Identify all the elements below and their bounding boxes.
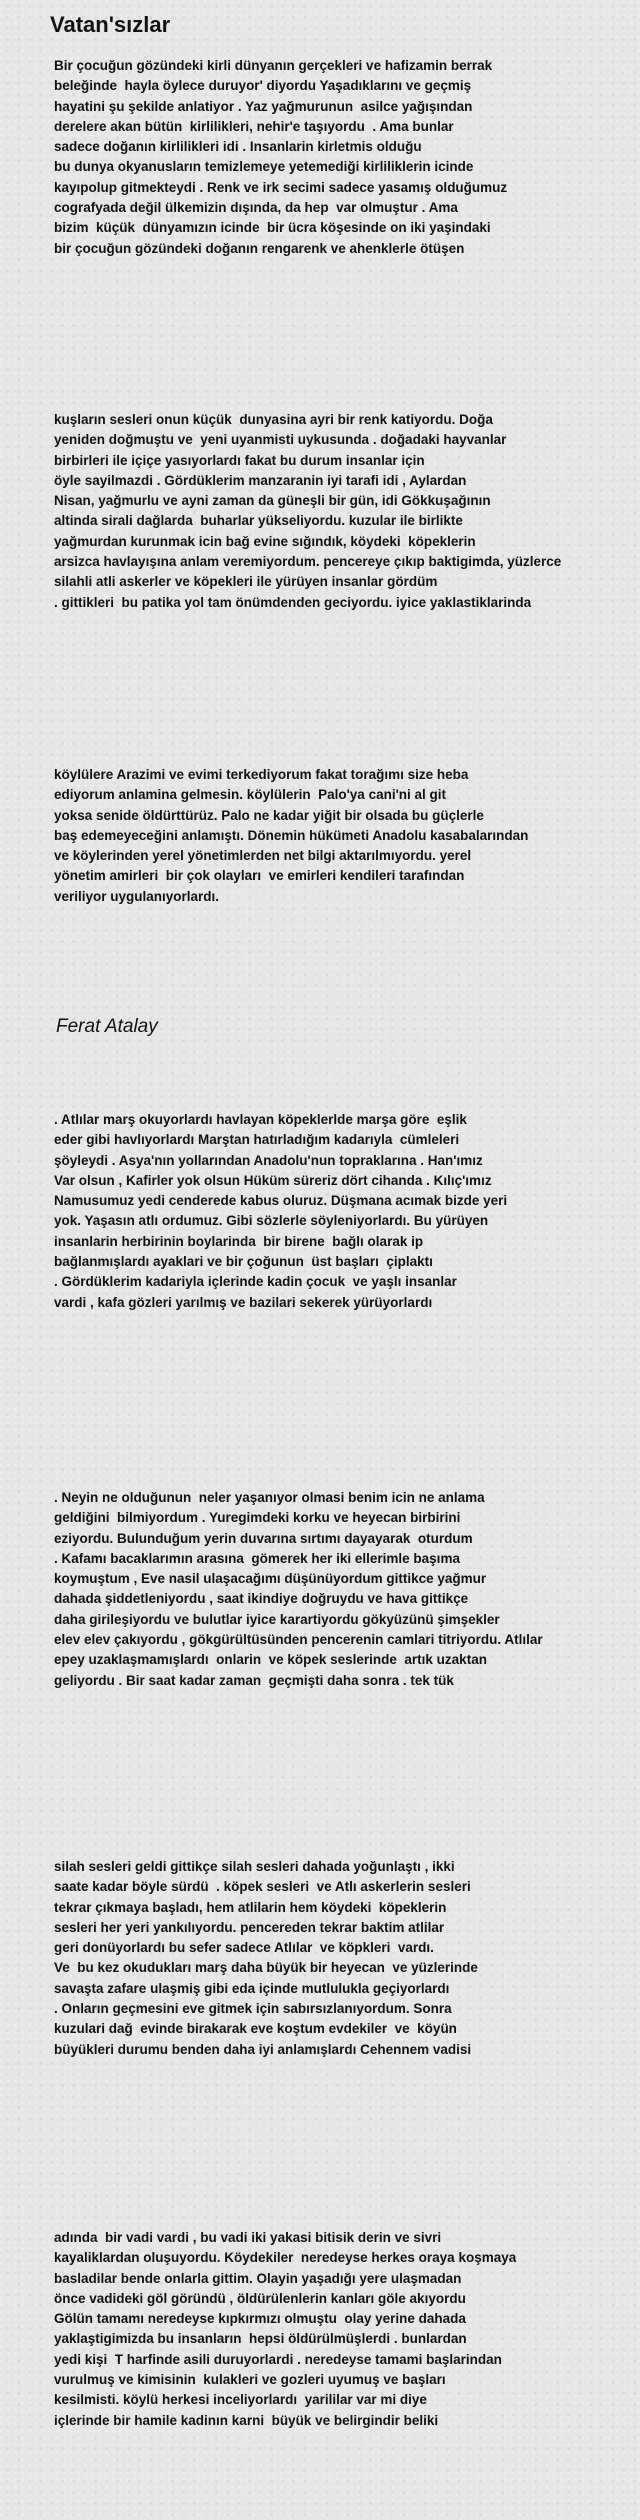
text-line: ve köylerinden yerel yönetimlerden net bilgi aktarılmıyordu. yerel	[54, 848, 472, 864]
text-line: Nisan, yağmurlu ve ayni zaman da güneşli bir gün, idi Gökkuşağının	[54, 493, 491, 509]
text-line: beleğinde hayla öylece duruyor' diyordu Yaşadıklarını ve geçmiş	[54, 78, 472, 94]
text-line: basladilar bende onlarla gittim. Olayin yaşadığı yere ulaşmadan	[54, 2270, 462, 2286]
text-line: sesleri her yeri yankılıyordu. pencereden tekrar baktim atlilar	[54, 1919, 445, 1935]
text-line: . Kafamı bacaklarımın arasına gömerek her iki ellerimle başıma	[54, 1550, 460, 1566]
text-line: . Neyin ne olduğunun neler yaşanıyor olmasi benim icin ne anlama	[54, 1490, 485, 1505]
paragraph-6	[54, 1857, 640, 2060]
text-line: Gölün tamamı neredeyse kıpkırmızı olmuştu olay yerine dahada	[54, 2311, 466, 2327]
text-line: yeniden doğmuştu ve yeni uyanmisti uykusunda . doğadaki hayvanlar	[54, 432, 507, 448]
paragraph-5	[54, 1488, 640, 1691]
text-line: vardi , kafa gözleri yarılmış ve bazilari sekerek yürüyorlardı	[54, 1294, 433, 1310]
text-line: yok. Yaşasın atlı ordumuz. Gibi sözlerle söyleniyorlardı. Bu yürüyen	[54, 1213, 489, 1229]
text-line: bu dunya okyanusların temizlemeye yetemediği kirliliklerin icinde	[54, 159, 474, 175]
text-line: altinda sirali dağlarda buharlar yükseliyordu. kuzular ile birlikte	[54, 513, 463, 529]
text-line: büyükleri durumu benden daha iyi anlamışlardı Cehennem vadisi	[54, 2041, 472, 2057]
text-line: Bir çocuğun gözündeki kirli dünyanın gerçekleri ve hafizamin berrak	[54, 58, 493, 73]
paragraph-1	[54, 56, 640, 259]
text-line: içlerinde bir hamile kadinın karni büyük ve belirgindir beliki	[54, 2412, 439, 2428]
text-line: ediyorum anlamina gelmesin. köylülerin Palo'ya cani'ni al git	[54, 787, 447, 803]
text-line: eder gibi havlıyorlardı Marştan hatırladığım kadarıyla cümleleri	[54, 1132, 460, 1148]
text-line: bizim küçük dünyamızın icinde bir ücra köşesinde on iki yaşindaki	[54, 220, 491, 236]
text-line: eziyordu. Bulunduğum yerin duvarına sırtımı dayayarak oturdum	[54, 1530, 473, 1546]
text-line: kuzulari dağ evinde birakarak eve koştum evdekiler ve köyün	[54, 2021, 457, 2037]
text-line: hayatini şu şekilde anlatiyor . Yaz yağmurunun asilce yağışından	[54, 98, 473, 114]
text-line: bir çocuğun gözündeki doğanın rengarenk ve ahenklerle ötüşen	[54, 240, 465, 256]
text-line: baş edemeyeceğini anlamıştı. Dönemin hükümeti Anadolu kasabalarından	[54, 827, 529, 843]
text-line: saate kadar böyle sürdü . köpek sesleri ve Atlı askerlerin sesleri	[54, 1879, 471, 1895]
text-line: köylülere Arazimi ve evimi terkediyorum fakat torağımı size heba	[54, 767, 469, 782]
paragraph-4	[54, 1110, 640, 1313]
text-line: . gittikleri bu patika yol tam önümdenden geciyordu. iyice yaklastiklarinda	[54, 594, 532, 610]
text-line: Var olsun , Kafirler yok olsun Hüküm süreriz dört cihanda . Kılıç'ımız	[54, 1172, 492, 1188]
text-line: yoksa senide öldürttürüz. Palo ne kadar yiğit bir olsada bu güçlerle	[54, 807, 484, 823]
text-line: önce vadideki göl göründü , öldürülenlerin kanları göle akıyordu	[54, 2290, 466, 2306]
text-line: derelere akan bütün kirlilikleri, nehir'e taşıyordu . Ama bunlar	[54, 118, 454, 134]
text-line: vurulmuş ve kimisinin kulakleri ve gozleri uyumuş ve başları	[54, 2372, 446, 2388]
text-line: geldiğini bilmiyordum . Yuregimdeki korku ve heyecan birbirini	[54, 1510, 461, 1526]
text-line: arsizca havlayışına anlam veremiyordum. pencereye çıkıp baktigimda, yüzlerce	[54, 554, 562, 570]
text-line: bağlanmışlardı ayaklari ve bir çoğunun üst başları çiplaktı	[54, 1254, 433, 1270]
text-line: koymuştum , Eve nasil ulaşacağımı düşünüyordum gittikce yağmur	[54, 1571, 487, 1587]
text-line: silah sesleri geldi gittikçe silah sesleri dahada yoğunlaştı , ikki	[54, 1859, 455, 1874]
text-line: veriliyor uygulanıyorlardı.	[54, 888, 220, 904]
text-line: sadece doğanın kirlilikleri idi . Insanlarin kirletmis olduğu	[54, 139, 422, 155]
text-line: silahli atli askerler ve köpekleri ile yürüyen insanlar gördüm	[54, 574, 438, 590]
text-line: yönetim amirleri bir çok olayları ve emirleri kendileri tarafından	[54, 868, 465, 884]
text-line: elev elev çakıyordu , gökgürültüsünden pencerenin camlari titriyordu. Atlılar	[54, 1632, 543, 1648]
text-line: . Gördüklerim kadariyla içlerinde kadin çocuk ve yaşlı insanlar	[54, 1274, 457, 1290]
text-line: kayaliklardan oluşuyordu. Köydekiler neredeyse herkes oraya koşmaya	[54, 2250, 517, 2266]
text-line: öyle sayilmazdi . Gördüklerim manzaranin iyi tarafi idi , Aylardan	[54, 472, 467, 488]
text-line: daha girileşiyordu ve bulutlar iyice karartiyordu gökyüzünü şimşekler	[54, 1611, 500, 1627]
text-line: geliyordu . Bir saat kadar zaman geçmişti daha sonra . tek tük	[54, 1672, 454, 1688]
text-line: adında bir vadi vardi , bu vadi iki yakasi bitisik derin ve sivri	[54, 2230, 442, 2245]
text-line: . Onların geçmesini eve gitmek için sabırsızlanıyordum. Sonra	[54, 2001, 452, 2017]
text-line: dahada şiddetleniyordu , saat ikindiye doğruydu ve hava gittikçe	[54, 1591, 469, 1607]
text-line: Ve bu kez okudukları marş daha büyük bir heyecan ve yüzlerinde	[54, 1960, 478, 1976]
paragraph-7	[54, 2228, 640, 2431]
paragraph-2	[54, 410, 640, 613]
text-line: insanlarin herbirinin boylarinda bir birene bağlı olarak ip	[54, 1233, 424, 1249]
text-line: kuşların sesleri onun küçük dunyasina ayri bir renk katiyordu. Doğa	[54, 412, 493, 427]
text-line: . Atlılar marş okuyorlardı havlayan köpeklerlde marşa göre eşlik	[54, 1112, 467, 1127]
text-line: yedi kişi T harfinde asili duruyorlardi . neredeyse tamami başlarindan	[54, 2351, 502, 2367]
text-line: geri donüyorlardı bu sefer sadece Atlılar ve köpkleri vardı.	[54, 1940, 434, 1956]
text-line: tekrar çıkmaya başladı, hem atlilarin hem köydeki köpeklerin	[54, 1899, 447, 1915]
text-line: yaklaştigimizda bu insanların hepsi öldürülmüşlerdi . bunlardan	[54, 2331, 467, 2347]
author-name: Ferat Atalay	[56, 1016, 158, 1037]
text-line: epey uzaklaşmamışlardı onlarin ve köpek seslerinde artık uzaktan	[54, 1652, 487, 1668]
paragraph-3	[54, 765, 640, 907]
text-line: cografyada değil ülkemizin dışında, da hep var olmuştur . Ama	[54, 200, 458, 216]
text-line: yağmurdan kurunmak icin bağ evine sığındık, köydeki köpeklerin	[54, 533, 476, 549]
text-line: kesilmisti. köylü herkesi inceliyorlardı yarililar var mi diye	[54, 2392, 427, 2408]
text-line: savaşta zafare ulaşmiş gibi eda içinde mutlulukla geçiyorlardı	[54, 1980, 450, 1996]
text-line: kayıpolup gitmekteydi . Renk ve irk secimi sadece yasamış olduğumuz	[54, 179, 508, 195]
page-title: Vatan'sızlar	[50, 12, 171, 37]
text-line: Namusumuz yedi cenderede kabus oluruz. Düşmana acımak bizde yeri	[54, 1193, 508, 1209]
text-line: birbirleri ile içiçe yasıyorlardı fakat bu durum insanlar için	[54, 452, 425, 468]
text-line: şöyleydi . Asya'nın yollarından Anadolu'nun topraklarına . Han'ımız	[54, 1152, 483, 1168]
